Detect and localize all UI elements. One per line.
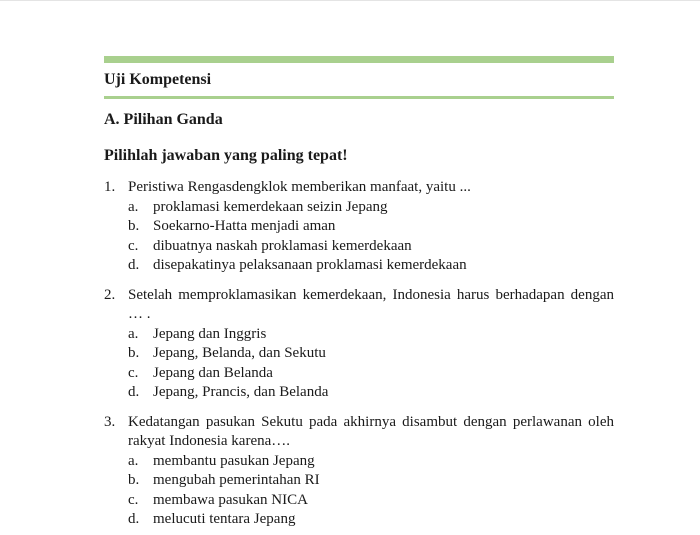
option-label: c. <box>128 237 139 254</box>
option-text: Jepang, Prancis, dan Belanda <box>153 384 329 400</box>
section-title: Uji Kompetensi <box>104 71 212 88</box>
option-text: dibuatnya naskah proklamasi kemerdekaan <box>153 237 412 254</box>
option-text: Soekarno-Hatta menjadi aman <box>153 218 336 234</box>
option-label: a. <box>128 198 139 215</box>
option-text: membawa pasukan NICA <box>153 491 308 508</box>
option-label: c. <box>128 364 139 381</box>
option-text: Jepang, Belanda, dan Sekutu <box>153 345 326 361</box>
question-item <box>104 178 614 276</box>
answer-option <box>128 383 614 403</box>
question-number: 1. <box>104 179 116 195</box>
option-label: a. <box>128 452 139 469</box>
question-text: Setelah memproklamasikan kemerdekaan, Indonesia harus berhadapan dengan … . <box>128 286 614 322</box>
option-label: b. <box>128 472 140 488</box>
option-text: proklamasi kemerdekaan seizin Jepang <box>153 198 388 215</box>
question-text: Peristiwa Rengasdengklok memberikan manfaat, yaitu ... <box>128 179 471 195</box>
page-edge-line <box>0 0 700 1</box>
part-heading: A. Pilihan Ganda <box>104 111 223 128</box>
answer-option <box>128 198 614 218</box>
document-page <box>104 56 614 530</box>
answer-option <box>128 491 614 511</box>
option-label: d. <box>128 511 140 527</box>
option-text: Jepang dan Inggris <box>153 325 267 342</box>
option-text: disepakatinya pelaksanaan proklamasi kemerdekaan <box>153 257 467 273</box>
answer-option <box>128 452 614 472</box>
option-label: c. <box>128 491 139 508</box>
question-item <box>104 286 614 403</box>
option-label: a. <box>128 325 139 342</box>
answer-option <box>128 237 614 257</box>
answer-option <box>128 364 614 384</box>
option-text: Jepang dan Belanda <box>153 364 273 381</box>
option-text: mengubah pemerintahan RI <box>153 472 320 488</box>
option-label: b. <box>128 218 140 234</box>
question-number: 3. <box>104 413 116 430</box>
section-top-bar <box>104 56 614 63</box>
option-label: d. <box>128 257 140 273</box>
answer-option <box>128 510 614 530</box>
question-number: 2. <box>104 286 116 303</box>
option-text: membantu pasukan Jepang <box>153 452 315 469</box>
question-list <box>104 178 614 530</box>
answer-option <box>128 344 614 364</box>
instruction-text: Pilihlah jawaban yang paling tepat! <box>104 147 348 164</box>
option-label: d. <box>128 384 140 400</box>
option-text: melucuti tentara Jepang <box>153 511 296 527</box>
option-label: b. <box>128 345 140 361</box>
answer-option <box>128 256 614 276</box>
answer-option <box>128 217 614 237</box>
answer-option <box>128 325 614 345</box>
answer-option <box>128 471 614 491</box>
section-divider <box>104 96 614 99</box>
question-item <box>104 413 614 530</box>
question-text: Kedatangan pasukan Sekutu pada akhirnya disambut dengan perlawanan oleh rakyat Indonesia karena…. <box>128 413 614 449</box>
